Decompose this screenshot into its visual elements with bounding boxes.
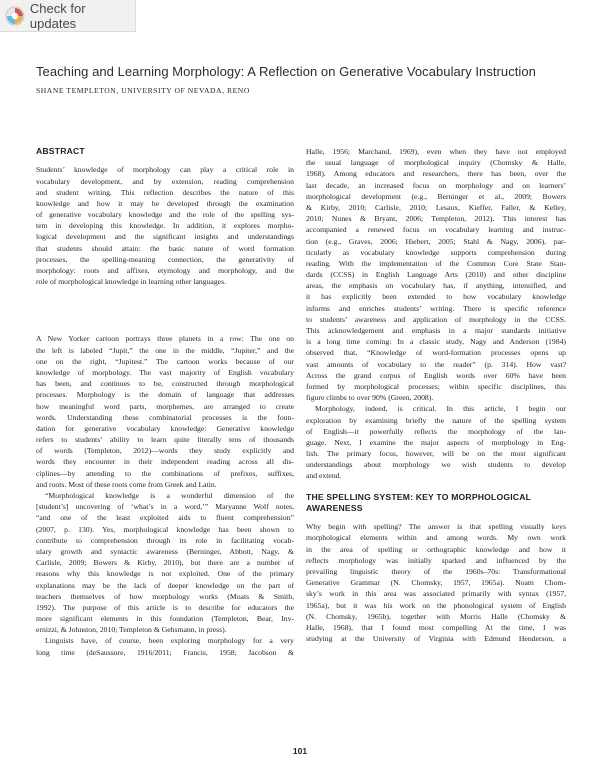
author-separator: , xyxy=(116,86,122,95)
text-line: figure climbs to over 90% (Green, 2008). xyxy=(306,393,434,403)
body-text-right xyxy=(306,146,566,482)
text-line: [student’s] uncovering of ‘what’s in a word,’” Maryanne Wolf notes, xyxy=(36,502,294,512)
abstract-text xyxy=(36,164,294,287)
text-line: logical development and the significant insights and understandings xyxy=(36,232,294,242)
text-line: last decade, an increased focus on morphology and on learners’ xyxy=(306,180,566,190)
text-line: to students’ awareness and application of morphology in the CCSS. xyxy=(306,314,566,324)
text-line: Halle, 1956; Marchand, 1969), even when they have not employed xyxy=(306,147,566,156)
text-line: 1968). Among educators and researchers, there has been, over the xyxy=(306,169,566,179)
text-line: tem in developing this knowledge. In addition, it explores morpho- xyxy=(36,221,294,231)
author-affiliation: UNIVERSITY OF NEVADA, RENO xyxy=(121,86,250,95)
text-line: accompanied a renewed focus on vocabulary learning and instruc- xyxy=(306,225,566,235)
section-heading-line2: AWARENESS xyxy=(306,502,363,513)
text-line: Students’ knowledge of morphology can play a critical role in xyxy=(36,165,294,175)
text-line: Linguists have, of course, been exploring morphology for a very xyxy=(45,636,294,646)
text-line: morphological development (e.g., Berninger et al., 2009; Bowers xyxy=(306,191,566,201)
text-line: Generative Grammar (N. Chomsky, 1957, 1965a). Noam Chom- xyxy=(306,578,566,588)
text-line: more significant elements in this foundation (Templeton, Bear, Inv- xyxy=(36,614,294,624)
text-line: words they encounter in their independent reading across all dis- xyxy=(36,457,294,467)
text-line: Morphology, indeed, is critical. In this article, I begin our xyxy=(315,404,566,414)
spacer xyxy=(306,482,566,492)
text-line: Carlisle, 2009; Bowers & Kirby, 2010), but there are a number of xyxy=(36,558,294,568)
author-name: SHANE TEMPLETON xyxy=(36,86,117,95)
text-line: This acknowledgement and emphasis in a major standards initiative xyxy=(306,326,566,335)
text-line: the usual language of morphological inquiry (Chomsky & Halle, xyxy=(306,158,566,168)
text-line: one on the right, “Jupitest.” The cartoon works because of our xyxy=(36,356,294,366)
text-line: vocabulary development, and by extension, reading comprehension xyxy=(36,176,294,186)
text-line: understandings about morphology we wish students to develop xyxy=(306,460,566,470)
text-line: vast amounts of vocabulary to the reader” (p. 314). How vast? xyxy=(306,359,566,369)
text-line: A New Yorker cartoon portrays three planets in a row: The one on xyxy=(36,334,294,344)
text-line: teachers themselves of how morphology works (Moats & Smith, xyxy=(36,591,294,601)
text-line: (2007, p. 130). Yes, morphological knowledge has been shown to xyxy=(36,524,294,534)
section-heading-line1: THE SPELLING SYSTEM: KEY TO MORPHOLOGICAL xyxy=(306,491,532,502)
text-line: knowledge and how it may be developed through the examination xyxy=(36,198,294,208)
text-line: of words (Templeton, 2012)—words they study explicitly and xyxy=(36,446,294,456)
text-line: reading. With the implementation of the Common Core State Stan- xyxy=(306,258,566,268)
badge-label: Check for updates xyxy=(29,0,86,31)
crossmark-icon xyxy=(5,6,25,26)
text-line: of generative vocabulary knowledge and the role of the spelling sys- xyxy=(36,210,294,220)
check-for-updates-badge[interactable] xyxy=(0,0,136,32)
text-line: has been, and continues to be, constructed through morphological xyxy=(36,379,294,389)
text-line: Why begin with spelling? The answer is that spelling visually keys xyxy=(306,522,566,532)
text-line: 1965a), but it was his work on the phonological system of English xyxy=(306,600,566,610)
spacer xyxy=(36,287,294,333)
text-line: & Kirby, 2010; Carlisle, 2010; Lesaux, Kieffer, Faller, & Kelley, xyxy=(306,202,566,212)
text-line: ciplines—by attending to the combinations of prefixes, suffixes, xyxy=(36,468,294,478)
text-line: dation for generative vocabulary knowledge: Generative knowledge xyxy=(36,423,294,433)
text-line: and roots. Most of these roots come from Greek and Latin. xyxy=(36,479,217,489)
text-line: ticularly as vocabulary knowledge supports comprehension during xyxy=(306,247,566,257)
text-line: long time (deSaussure, 1916/2011; Francis, 1958; Jacobson & xyxy=(36,647,294,657)
text-line: words. Understanding these combinatorial processes is the foun- xyxy=(36,412,294,422)
text-line: reflects morphology was initially sparked and influenced by the xyxy=(306,555,566,565)
text-line: formed by morphological processes; within specific disciplines, this xyxy=(306,381,566,391)
text-line: processes, the spelling-meaning connection, the generativity of xyxy=(36,254,294,264)
page-number: 101 xyxy=(292,746,308,756)
article-title: Teaching and Learning Morphology: A Reflection on Generative Vocabulary Instruction xyxy=(36,64,536,79)
text-line: the left is labeled “Jupit,” the one in the middle, “Jupiter,” and the xyxy=(36,345,294,355)
text-line: ulary growth and syntactic awareness (Berninger, Abbott, Nagy, & xyxy=(36,546,294,556)
text-line: and student writing. This reflection describes the nature of this xyxy=(36,187,294,197)
author-line xyxy=(36,86,250,95)
text-line: morphology: roots and affixes, etymology and morphology, and the xyxy=(36,266,294,275)
text-line: 2010; Nunes & Bryant, 2006; Templeton, 2012). This interest has xyxy=(306,214,566,224)
text-line: lish. The primary focus, however, will be on the most significant xyxy=(306,449,566,459)
abstract-heading: ABSTRACT xyxy=(36,146,85,156)
left-column xyxy=(36,146,294,658)
text-line: 1992). The purpose of this article is to describe for educators the xyxy=(36,602,294,612)
text-line: tion (e.g., Graves, 2006; Hiebert, 2005; Stahl & Nagy, 2006), par- xyxy=(306,236,566,246)
text-line: morphological elements within and among words. My own work xyxy=(306,533,566,543)
text-line: of English—it powerfully reflects the morphology of the lan- xyxy=(306,426,566,436)
text-line: ernizzi, & Johnston, 2010; Templeton & Gehsmann, in press). xyxy=(36,625,227,635)
text-line: (N. Chomsky, 1965b), together with Morris Halle (Chomsky & xyxy=(306,611,566,621)
text-line: Across the grand corpus of English words over 60% have been xyxy=(306,370,566,380)
text-line: studying at the University of Virginia with Edmund Henderson, a xyxy=(306,634,566,644)
text-line: guage. Next, I examine the major aspects of morphology in Eng- xyxy=(306,437,566,447)
text-line: and extend. xyxy=(306,471,342,481)
text-line: sky’s work in this area was associated primarily with syntax (1957, xyxy=(306,589,566,599)
text-line: exploration by examining briefly the nature of the spelling system xyxy=(306,415,566,425)
text-line: observed that, “Knowledge of word-formation processes opens up xyxy=(306,348,566,358)
text-line: is a long time coming: In a classic study, Nagy and Anderson (1984) xyxy=(306,337,566,347)
text-line: informs and enriches students’ writing. There is specific reference xyxy=(306,303,566,313)
text-line: explanations may be the lack of deeper knowledge on the part of xyxy=(36,580,294,590)
text-line: it has explicitly been extended to how vocabulary knowledge xyxy=(306,292,566,302)
text-line: knowledge of morphology. The vast majority of English vocabulary xyxy=(36,367,294,377)
text-line: that students should attain: the basic nature of word formation xyxy=(36,243,294,253)
text-line: prevailing linguistic theory of the 1960s–70s: Transformational xyxy=(306,567,566,576)
text-line: Halle, 1968), that I found most compelling At the time, I was xyxy=(306,622,566,632)
text-line: areas, the emphasis on vocabulary has, if anything, intensified, and xyxy=(306,281,566,291)
text-line: contribute to comprehension through its role in facilitating vocab- xyxy=(36,535,294,545)
text-line: “Morphological knowledge is a wonderful dimension of the xyxy=(45,491,294,500)
text-line: how meaningful word parts, morphemes, are arranged to create xyxy=(36,401,294,411)
text-line: “and one of the least exploited aids to fluent comprehension” xyxy=(36,513,294,523)
text-line: role of morphological knowledge in learning other languages. xyxy=(36,277,226,287)
text-line: in the area of spelling or orthographic knowledge and how it xyxy=(306,544,566,554)
text-line: reasons why this knowledge is not exploited. One of the primary xyxy=(36,569,294,579)
section-body-text xyxy=(306,521,566,644)
text-line: refers to students’ ability to learn quite literally tens of thousands xyxy=(36,435,294,445)
text-line: processes. Morphology is the domain of language that addresses xyxy=(36,390,294,400)
body-text-left xyxy=(36,333,294,657)
right-column xyxy=(306,146,566,644)
text-line: dards (CCSS) in English Language Arts (2010) and other discipline xyxy=(306,270,566,280)
